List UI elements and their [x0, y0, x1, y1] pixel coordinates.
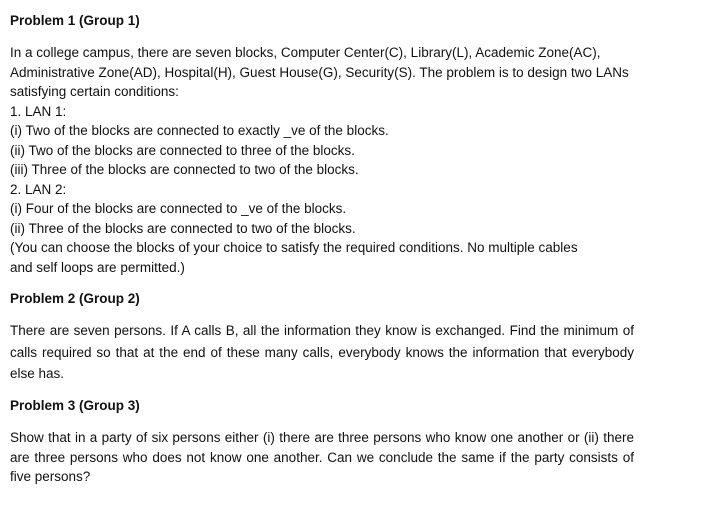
problem3-body: Show that in a party of six persons either (i) there are three persons who know one another or (ii) there are three persons who does not know one another. Can we conclude the same if the party consists of five persons?	[10, 430, 634, 485]
lan2-item-2: (ii) Three of the blocks are connected to two of the blocks.	[10, 221, 356, 236]
problem2-heading: Problem 2 (Group 2)	[10, 291, 140, 306]
lan1-item-2: (ii) Two of the blocks are connected to three of the blocks.	[10, 143, 355, 158]
lan1-item-1: (i) Two of the blocks are connected to exactly _ve of the blocks.	[10, 123, 389, 138]
problem3-heading: Problem 3 (Group 3)	[10, 398, 140, 413]
lan1-title: 1. LAN 1:	[10, 104, 67, 119]
problem1-note: (You can choose the blocks of your choice to satisfy the required conditions. No multiple cables and self loops are permitted.)	[10, 240, 578, 275]
lan2-item-1: (i) Four of the blocks are connected to _ve of the blocks.	[10, 201, 347, 216]
problem2-body: There are seven persons. If A calls B, all the information they know is exchanged. Find the minimum of calls required so that at the end of these many calls, everybody knows the information that everybody else has.	[10, 323, 634, 381]
lan2-title: 2. LAN 2:	[10, 182, 67, 197]
lan1-item-3: (iii) Three of the blocks are connected to two of the blocks.	[10, 162, 359, 177]
problem1-heading: Problem 1 (Group 1)	[10, 13, 140, 28]
problem1-intro: In a college campus, there are seven blocks, Computer Center(C), Library(L), Academic Zone(AC), Administrative Zone(AD), Hospital(H), Guest House(G), Security(S). The problem is to design two LANs satisfying certain conditions:	[10, 45, 629, 100]
